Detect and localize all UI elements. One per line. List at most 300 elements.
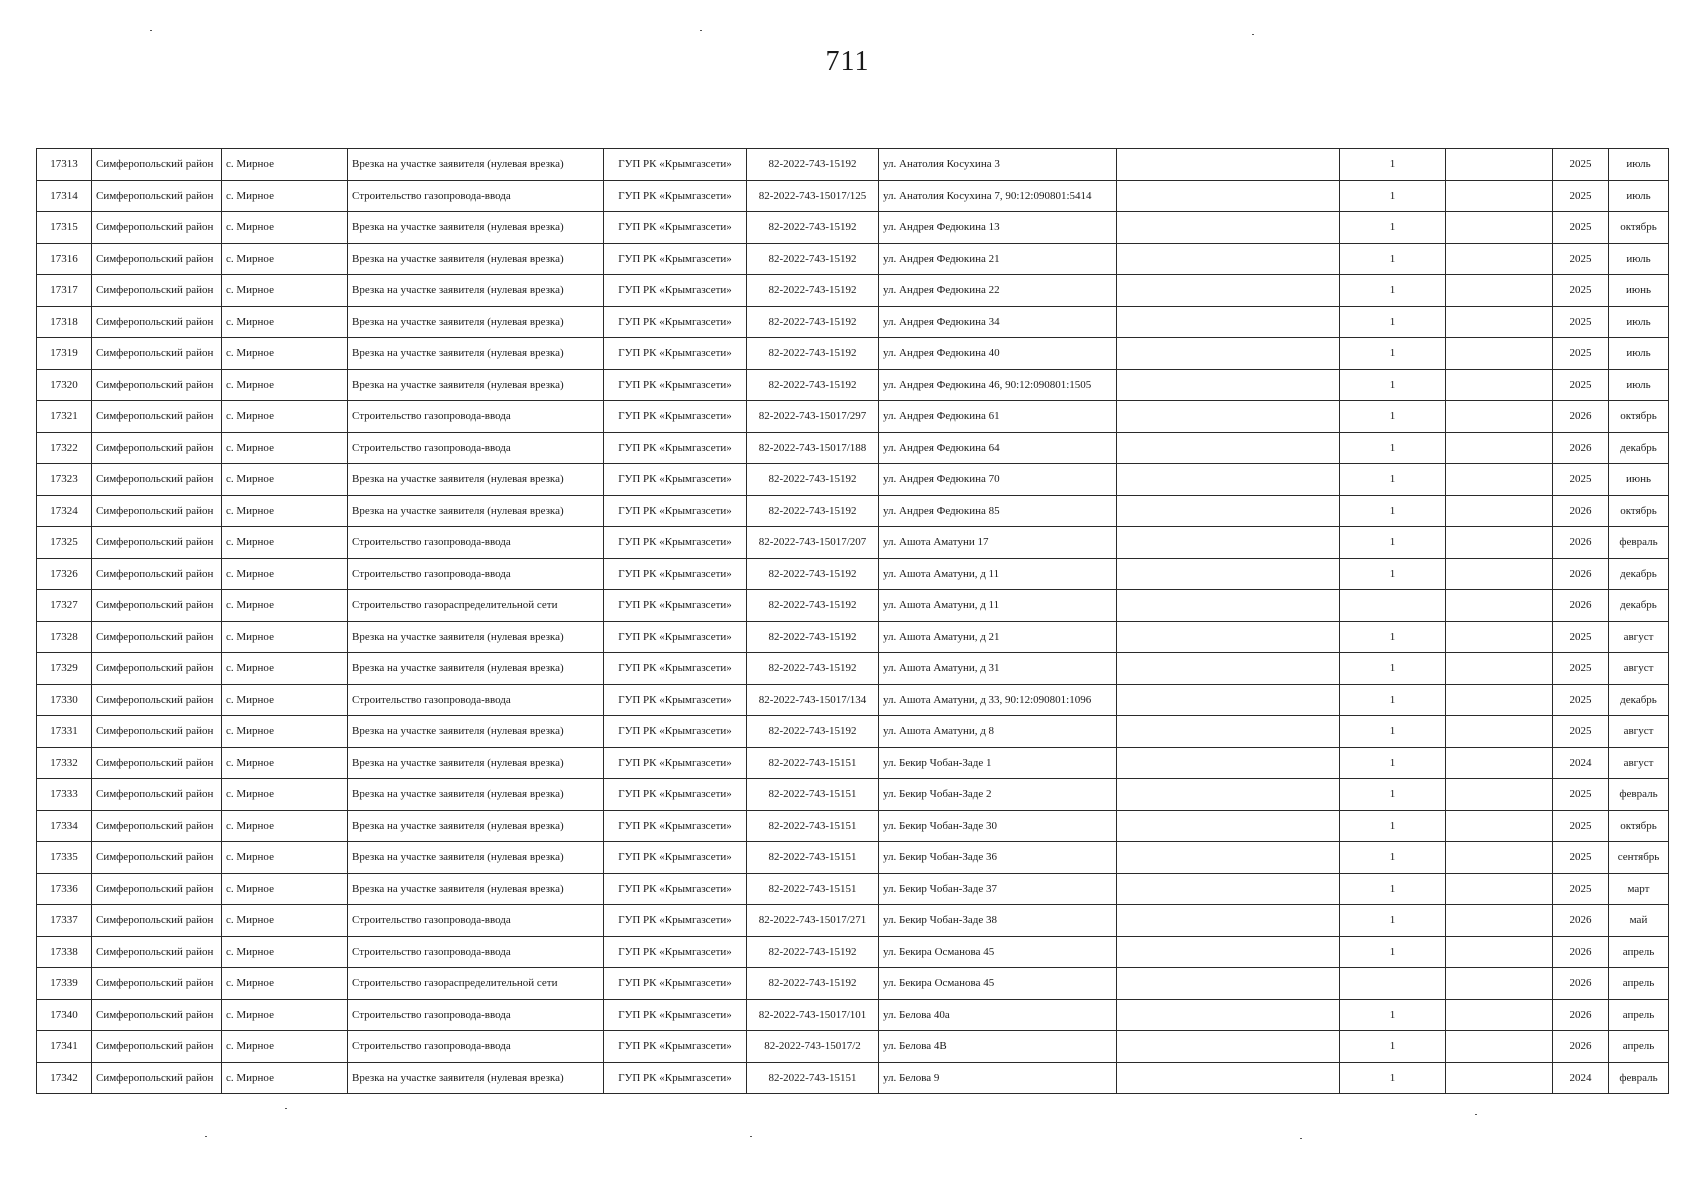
- work-type-cell: Строительство газопровода-ввода: [348, 432, 604, 464]
- district-cell: Симферопольский район: [92, 212, 222, 244]
- row-number: 17342: [37, 1062, 92, 1094]
- row-number: 17339: [37, 968, 92, 1000]
- year-cell: 2026: [1553, 905, 1609, 937]
- work-type-cell: Врезка на участке заявителя (нулевая врезка): [348, 873, 604, 905]
- organization-cell: ГУП РК «Крымгазсети»: [604, 936, 747, 968]
- empty-cell: [1446, 810, 1553, 842]
- locality-cell: с. Мирное: [222, 653, 348, 685]
- table-row: [37, 810, 1669, 842]
- registration-code-cell: 82-2022-743-15192: [747, 590, 879, 622]
- locality-cell: с. Мирное: [222, 968, 348, 1000]
- month-cell: октябрь: [1609, 401, 1669, 433]
- year-cell: 2026: [1553, 432, 1609, 464]
- address-cell: ул. Андрея Федюкина 34: [879, 306, 1117, 338]
- count-cell: 1: [1340, 1062, 1446, 1094]
- address-cell: ул. Андрея Федюкина 61: [879, 401, 1117, 433]
- row-number: 17323: [37, 464, 92, 496]
- empty-cell: [1117, 369, 1340, 401]
- registration-code-cell: 82-2022-743-15192: [747, 621, 879, 653]
- address-cell: ул. Андрея Федюкина 85: [879, 495, 1117, 527]
- table-row: [37, 684, 1669, 716]
- row-number: 17313: [37, 149, 92, 181]
- work-type-cell: Врезка на участке заявителя (нулевая врезка): [348, 464, 604, 496]
- year-cell: 2025: [1553, 842, 1609, 874]
- scan-speck: [1475, 1114, 1477, 1115]
- locality-cell: с. Мирное: [222, 842, 348, 874]
- year-cell: 2026: [1553, 1031, 1609, 1063]
- year-cell: 2025: [1553, 180, 1609, 212]
- district-cell: Симферопольский район: [92, 621, 222, 653]
- row-number: 17330: [37, 684, 92, 716]
- organization-cell: ГУП РК «Крымгазсети»: [604, 905, 747, 937]
- registration-code-cell: 82-2022-743-15017/207: [747, 527, 879, 559]
- year-cell: 2025: [1553, 684, 1609, 716]
- count-cell: 1: [1340, 842, 1446, 874]
- registration-code-cell: 82-2022-743-15192: [747, 495, 879, 527]
- work-type-cell: Строительство газопровода-ввода: [348, 684, 604, 716]
- work-type-cell: Врезка на участке заявителя (нулевая врезка): [348, 747, 604, 779]
- locality-cell: с. Мирное: [222, 149, 348, 181]
- table-row: [37, 747, 1669, 779]
- year-cell: 2025: [1553, 306, 1609, 338]
- district-cell: Симферопольский район: [92, 590, 222, 622]
- work-type-cell: Врезка на участке заявителя (нулевая врезка): [348, 716, 604, 748]
- address-cell: ул. Бекира Османова 45: [879, 936, 1117, 968]
- organization-cell: ГУП РК «Крымгазсети»: [604, 779, 747, 811]
- work-type-cell: Строительство газопровода-ввода: [348, 1031, 604, 1063]
- empty-cell: [1117, 747, 1340, 779]
- organization-cell: ГУП РК «Крымгазсети»: [604, 653, 747, 685]
- count-cell: 1: [1340, 495, 1446, 527]
- year-cell: 2025: [1553, 873, 1609, 905]
- organization-cell: ГУП РК «Крымгазсети»: [604, 684, 747, 716]
- organization-cell: ГУП РК «Крымгазсети»: [604, 873, 747, 905]
- organization-cell: ГУП РК «Крымгазсети»: [604, 432, 747, 464]
- table-row: [37, 275, 1669, 307]
- month-cell: декабрь: [1609, 684, 1669, 716]
- month-cell: июнь: [1609, 464, 1669, 496]
- count-cell: 1: [1340, 243, 1446, 275]
- table-row: [37, 243, 1669, 275]
- work-type-cell: Врезка на участке заявителя (нулевая врезка): [348, 338, 604, 370]
- address-cell: ул. Анатолия Косухина 3: [879, 149, 1117, 181]
- count-cell: 1: [1340, 338, 1446, 370]
- work-type-cell: Врезка на участке заявителя (нулевая врезка): [348, 495, 604, 527]
- district-cell: Симферопольский район: [92, 684, 222, 716]
- district-cell: Симферопольский район: [92, 747, 222, 779]
- district-cell: Симферопольский район: [92, 842, 222, 874]
- organization-cell: ГУП РК «Крымгазсети»: [604, 180, 747, 212]
- table-row: [37, 653, 1669, 685]
- month-cell: август: [1609, 716, 1669, 748]
- month-cell: июль: [1609, 180, 1669, 212]
- organization-cell: ГУП РК «Крымгазсети»: [604, 810, 747, 842]
- month-cell: апрель: [1609, 999, 1669, 1031]
- empty-cell: [1117, 338, 1340, 370]
- year-cell: 2025: [1553, 212, 1609, 244]
- empty-cell: [1446, 716, 1553, 748]
- locality-cell: с. Мирное: [222, 999, 348, 1031]
- locality-cell: с. Мирное: [222, 905, 348, 937]
- work-type-cell: Врезка на участке заявителя (нулевая врезка): [348, 810, 604, 842]
- count-cell: 1: [1340, 905, 1446, 937]
- count-cell: 1: [1340, 1031, 1446, 1063]
- empty-cell: [1117, 212, 1340, 244]
- work-type-cell: Строительство газопровода-ввода: [348, 936, 604, 968]
- empty-cell: [1446, 180, 1553, 212]
- district-cell: Симферопольский район: [92, 999, 222, 1031]
- scan-speck: [205, 1136, 207, 1137]
- organization-cell: ГУП РК «Крымгазсети»: [604, 621, 747, 653]
- locality-cell: с. Мирное: [222, 401, 348, 433]
- work-type-cell: Строительство газопровода-ввода: [348, 527, 604, 559]
- count-cell: 1: [1340, 149, 1446, 181]
- empty-cell: [1446, 936, 1553, 968]
- count-cell: 1: [1340, 275, 1446, 307]
- table-row: [37, 495, 1669, 527]
- row-number: 17316: [37, 243, 92, 275]
- empty-cell: [1117, 810, 1340, 842]
- locality-cell: с. Мирное: [222, 621, 348, 653]
- empty-cell: [1117, 275, 1340, 307]
- address-cell: ул. Бекир Чобан-Заде 2: [879, 779, 1117, 811]
- year-cell: 2026: [1553, 527, 1609, 559]
- row-number: 17328: [37, 621, 92, 653]
- year-cell: 2026: [1553, 401, 1609, 433]
- district-cell: Симферопольский район: [92, 369, 222, 401]
- month-cell: октябрь: [1609, 810, 1669, 842]
- organization-cell: ГУП РК «Крымгазсети»: [604, 212, 747, 244]
- work-type-cell: Врезка на участке заявителя (нулевая врезка): [348, 621, 604, 653]
- month-cell: апрель: [1609, 936, 1669, 968]
- district-cell: Симферопольский район: [92, 558, 222, 590]
- row-number: 17340: [37, 999, 92, 1031]
- empty-cell: [1446, 842, 1553, 874]
- empty-cell: [1117, 968, 1340, 1000]
- work-type-cell: Строительство газораспределительной сети: [348, 968, 604, 1000]
- year-cell: 2026: [1553, 590, 1609, 622]
- work-type-cell: Врезка на участке заявителя (нулевая врезка): [348, 275, 604, 307]
- year-cell: 2026: [1553, 936, 1609, 968]
- table-row: [37, 401, 1669, 433]
- address-cell: ул. Белова 40а: [879, 999, 1117, 1031]
- registration-code-cell: 82-2022-743-15151: [747, 842, 879, 874]
- row-number: 17331: [37, 716, 92, 748]
- organization-cell: ГУП РК «Крымгазсети»: [604, 1062, 747, 1094]
- organization-cell: ГУП РК «Крымгазсети»: [604, 968, 747, 1000]
- organization-cell: ГУП РК «Крымгазсети»: [604, 1031, 747, 1063]
- work-type-cell: Врезка на участке заявителя (нулевая врезка): [348, 653, 604, 685]
- registration-code-cell: 82-2022-743-15192: [747, 212, 879, 244]
- table-row: [37, 180, 1669, 212]
- empty-cell: [1446, 432, 1553, 464]
- empty-cell: [1446, 621, 1553, 653]
- district-cell: Симферопольский район: [92, 716, 222, 748]
- registration-code-cell: 82-2022-743-15151: [747, 779, 879, 811]
- organization-cell: ГУП РК «Крымгазсети»: [604, 464, 747, 496]
- empty-cell: [1117, 716, 1340, 748]
- table-row: [37, 212, 1669, 244]
- year-cell: 2025: [1553, 275, 1609, 307]
- organization-cell: ГУП РК «Крымгазсети»: [604, 338, 747, 370]
- district-cell: Симферопольский район: [92, 905, 222, 937]
- empty-cell: [1446, 495, 1553, 527]
- locality-cell: с. Мирное: [222, 747, 348, 779]
- registration-code-cell: 82-2022-743-15017/271: [747, 905, 879, 937]
- empty-cell: [1117, 306, 1340, 338]
- count-cell: 1: [1340, 936, 1446, 968]
- registration-code-cell: 82-2022-743-15192: [747, 275, 879, 307]
- empty-cell: [1446, 338, 1553, 370]
- organization-cell: ГУП РК «Крымгазсети»: [604, 149, 747, 181]
- scan-speck: [750, 1136, 752, 1137]
- month-cell: апрель: [1609, 1031, 1669, 1063]
- work-type-cell: Строительство газораспределительной сети: [348, 590, 604, 622]
- organization-cell: ГУП РК «Крымгазсети»: [604, 401, 747, 433]
- locality-cell: с. Мирное: [222, 338, 348, 370]
- empty-cell: [1117, 1062, 1340, 1094]
- empty-cell: [1117, 873, 1340, 905]
- district-cell: Симферопольский район: [92, 936, 222, 968]
- organization-cell: ГУП РК «Крымгазсети»: [604, 590, 747, 622]
- address-cell: ул. Ашота Аматуни, д 11: [879, 590, 1117, 622]
- year-cell: 2025: [1553, 464, 1609, 496]
- district-cell: Симферопольский район: [92, 243, 222, 275]
- district-cell: Симферопольский район: [92, 464, 222, 496]
- registration-code-cell: 82-2022-743-15017/101: [747, 999, 879, 1031]
- registration-code-cell: 82-2022-743-15017/2: [747, 1031, 879, 1063]
- locality-cell: с. Мирное: [222, 1062, 348, 1094]
- empty-cell: [1117, 684, 1340, 716]
- row-number: 17338: [37, 936, 92, 968]
- empty-cell: [1446, 590, 1553, 622]
- work-type-cell: Строительство газопровода-ввода: [348, 401, 604, 433]
- year-cell: 2025: [1553, 653, 1609, 685]
- address-cell: ул. Анатолия Косухина 7, 90:12:090801:5414: [879, 180, 1117, 212]
- registration-code-cell: 82-2022-743-15192: [747, 716, 879, 748]
- empty-cell: [1446, 779, 1553, 811]
- empty-cell: [1446, 999, 1553, 1031]
- row-number: 17332: [37, 747, 92, 779]
- locality-cell: с. Мирное: [222, 936, 348, 968]
- registration-code-cell: 82-2022-743-15017/188: [747, 432, 879, 464]
- empty-cell: [1446, 243, 1553, 275]
- count-cell: 1: [1340, 306, 1446, 338]
- year-cell: 2026: [1553, 968, 1609, 1000]
- district-cell: Симферопольский район: [92, 495, 222, 527]
- empty-cell: [1117, 401, 1340, 433]
- month-cell: февраль: [1609, 779, 1669, 811]
- district-cell: Симферопольский район: [92, 306, 222, 338]
- district-cell: Симферопольский район: [92, 810, 222, 842]
- row-number: 17321: [37, 401, 92, 433]
- locality-cell: с. Мирное: [222, 684, 348, 716]
- row-number: 17318: [37, 306, 92, 338]
- locality-cell: с. Мирное: [222, 873, 348, 905]
- empty-cell: [1117, 243, 1340, 275]
- address-cell: ул. Бекир Чобан-Заде 1: [879, 747, 1117, 779]
- registration-code-cell: 82-2022-743-15151: [747, 747, 879, 779]
- address-cell: ул. Андрея Федюкина 70: [879, 464, 1117, 496]
- registration-code-cell: 82-2022-743-15017/297: [747, 401, 879, 433]
- table-row: [37, 842, 1669, 874]
- year-cell: 2025: [1553, 779, 1609, 811]
- registration-code-cell: 82-2022-743-15151: [747, 810, 879, 842]
- work-type-cell: Врезка на участке заявителя (нулевая врезка): [348, 212, 604, 244]
- registry-table: [36, 148, 1669, 1094]
- address-cell: ул. Ашота Аматуни, д 8: [879, 716, 1117, 748]
- count-cell: 1: [1340, 810, 1446, 842]
- year-cell: 2025: [1553, 243, 1609, 275]
- organization-cell: ГУП РК «Крымгазсети»: [604, 558, 747, 590]
- locality-cell: с. Мирное: [222, 779, 348, 811]
- empty-cell: [1446, 747, 1553, 779]
- organization-cell: ГУП РК «Крымгазсети»: [604, 243, 747, 275]
- empty-cell: [1446, 149, 1553, 181]
- year-cell: 2025: [1553, 338, 1609, 370]
- year-cell: 2024: [1553, 1062, 1609, 1094]
- month-cell: февраль: [1609, 527, 1669, 559]
- empty-cell: [1446, 905, 1553, 937]
- count-cell: [1340, 590, 1446, 622]
- count-cell: 1: [1340, 180, 1446, 212]
- row-number: 17317: [37, 275, 92, 307]
- row-number: 17320: [37, 369, 92, 401]
- empty-cell: [1446, 369, 1553, 401]
- empty-cell: [1446, 558, 1553, 590]
- month-cell: июль: [1609, 149, 1669, 181]
- month-cell: октябрь: [1609, 495, 1669, 527]
- row-number: 17336: [37, 873, 92, 905]
- row-number: 17333: [37, 779, 92, 811]
- month-cell: август: [1609, 747, 1669, 779]
- row-number: 17322: [37, 432, 92, 464]
- empty-cell: [1117, 495, 1340, 527]
- scan-speck: [285, 1108, 287, 1109]
- registry-rows: [37, 149, 1669, 1094]
- year-cell: 2024: [1553, 747, 1609, 779]
- month-cell: апрель: [1609, 968, 1669, 1000]
- table-row: [37, 558, 1669, 590]
- registration-code-cell: 82-2022-743-15192: [747, 653, 879, 685]
- organization-cell: ГУП РК «Крымгазсети»: [604, 842, 747, 874]
- count-cell: 1: [1340, 621, 1446, 653]
- empty-cell: [1117, 1031, 1340, 1063]
- work-type-cell: Строительство газопровода-ввода: [348, 905, 604, 937]
- month-cell: октябрь: [1609, 212, 1669, 244]
- count-cell: 1: [1340, 401, 1446, 433]
- row-number: 17314: [37, 180, 92, 212]
- district-cell: Симферопольский район: [92, 968, 222, 1000]
- row-number: 17325: [37, 527, 92, 559]
- work-type-cell: Врезка на участке заявителя (нулевая врезка): [348, 1062, 604, 1094]
- empty-cell: [1446, 527, 1553, 559]
- count-cell: 1: [1340, 716, 1446, 748]
- table-row: [37, 936, 1669, 968]
- count-cell: 1: [1340, 999, 1446, 1031]
- empty-cell: [1446, 1031, 1553, 1063]
- month-cell: март: [1609, 873, 1669, 905]
- month-cell: декабрь: [1609, 432, 1669, 464]
- organization-cell: ГУП РК «Крымгазсети»: [604, 369, 747, 401]
- district-cell: Симферопольский район: [92, 275, 222, 307]
- empty-cell: [1446, 1062, 1553, 1094]
- address-cell: ул. Бекира Османова 45: [879, 968, 1117, 1000]
- empty-cell: [1117, 527, 1340, 559]
- address-cell: ул. Ашота Аматуни, д 11: [879, 558, 1117, 590]
- table-row: [37, 1031, 1669, 1063]
- month-cell: июнь: [1609, 275, 1669, 307]
- month-cell: июль: [1609, 369, 1669, 401]
- address-cell: ул. Андрея Федюкина 40: [879, 338, 1117, 370]
- registration-code-cell: 82-2022-743-15151: [747, 1062, 879, 1094]
- month-cell: февраль: [1609, 1062, 1669, 1094]
- month-cell: август: [1609, 653, 1669, 685]
- locality-cell: с. Мирное: [222, 369, 348, 401]
- table-row: [37, 968, 1669, 1000]
- address-cell: ул. Андрея Федюкина 13: [879, 212, 1117, 244]
- locality-cell: с. Мирное: [222, 495, 348, 527]
- month-cell: сентябрь: [1609, 842, 1669, 874]
- row-number: 17324: [37, 495, 92, 527]
- empty-cell: [1446, 212, 1553, 244]
- district-cell: Симферопольский район: [92, 432, 222, 464]
- count-cell: 1: [1340, 747, 1446, 779]
- table-row: [37, 306, 1669, 338]
- year-cell: 2025: [1553, 369, 1609, 401]
- empty-cell: [1446, 464, 1553, 496]
- address-cell: ул. Белова 9: [879, 1062, 1117, 1094]
- work-type-cell: Строительство газопровода-ввода: [348, 558, 604, 590]
- organization-cell: ГУП РК «Крымгазсети»: [604, 306, 747, 338]
- district-cell: Симферопольский район: [92, 149, 222, 181]
- table-row: [37, 873, 1669, 905]
- registration-code-cell: 82-2022-743-15192: [747, 968, 879, 1000]
- address-cell: ул. Андрея Федюкина 22: [879, 275, 1117, 307]
- address-cell: ул. Бекир Чобан-Заде 30: [879, 810, 1117, 842]
- scan-speck: [700, 30, 702, 31]
- year-cell: 2025: [1553, 716, 1609, 748]
- count-cell: 1: [1340, 558, 1446, 590]
- address-cell: ул. Ашота Аматуни, д 33, 90:12:090801:1096: [879, 684, 1117, 716]
- district-cell: Симферопольский район: [92, 1031, 222, 1063]
- locality-cell: с. Мирное: [222, 1031, 348, 1063]
- locality-cell: с. Мирное: [222, 432, 348, 464]
- count-cell: 1: [1340, 779, 1446, 811]
- empty-cell: [1117, 180, 1340, 212]
- locality-cell: с. Мирное: [222, 275, 348, 307]
- registration-code-cell: 82-2022-743-15192: [747, 243, 879, 275]
- district-cell: Симферопольский район: [92, 338, 222, 370]
- empty-cell: [1446, 968, 1553, 1000]
- year-cell: 2025: [1553, 810, 1609, 842]
- address-cell: ул. Бекир Чобан-Заде 38: [879, 905, 1117, 937]
- organization-cell: ГУП РК «Крымгазсети»: [604, 275, 747, 307]
- empty-cell: [1117, 621, 1340, 653]
- locality-cell: с. Мирное: [222, 590, 348, 622]
- locality-cell: с. Мирное: [222, 810, 348, 842]
- address-cell: ул. Ашота Аматуни, д 21: [879, 621, 1117, 653]
- count-cell: 1: [1340, 684, 1446, 716]
- row-number: 17326: [37, 558, 92, 590]
- empty-cell: [1117, 432, 1340, 464]
- count-cell: 1: [1340, 464, 1446, 496]
- district-cell: Симферопольский район: [92, 1062, 222, 1094]
- count-cell: 1: [1340, 527, 1446, 559]
- registration-code-cell: 82-2022-743-15192: [747, 369, 879, 401]
- year-cell: 2025: [1553, 149, 1609, 181]
- table-row: [37, 149, 1669, 181]
